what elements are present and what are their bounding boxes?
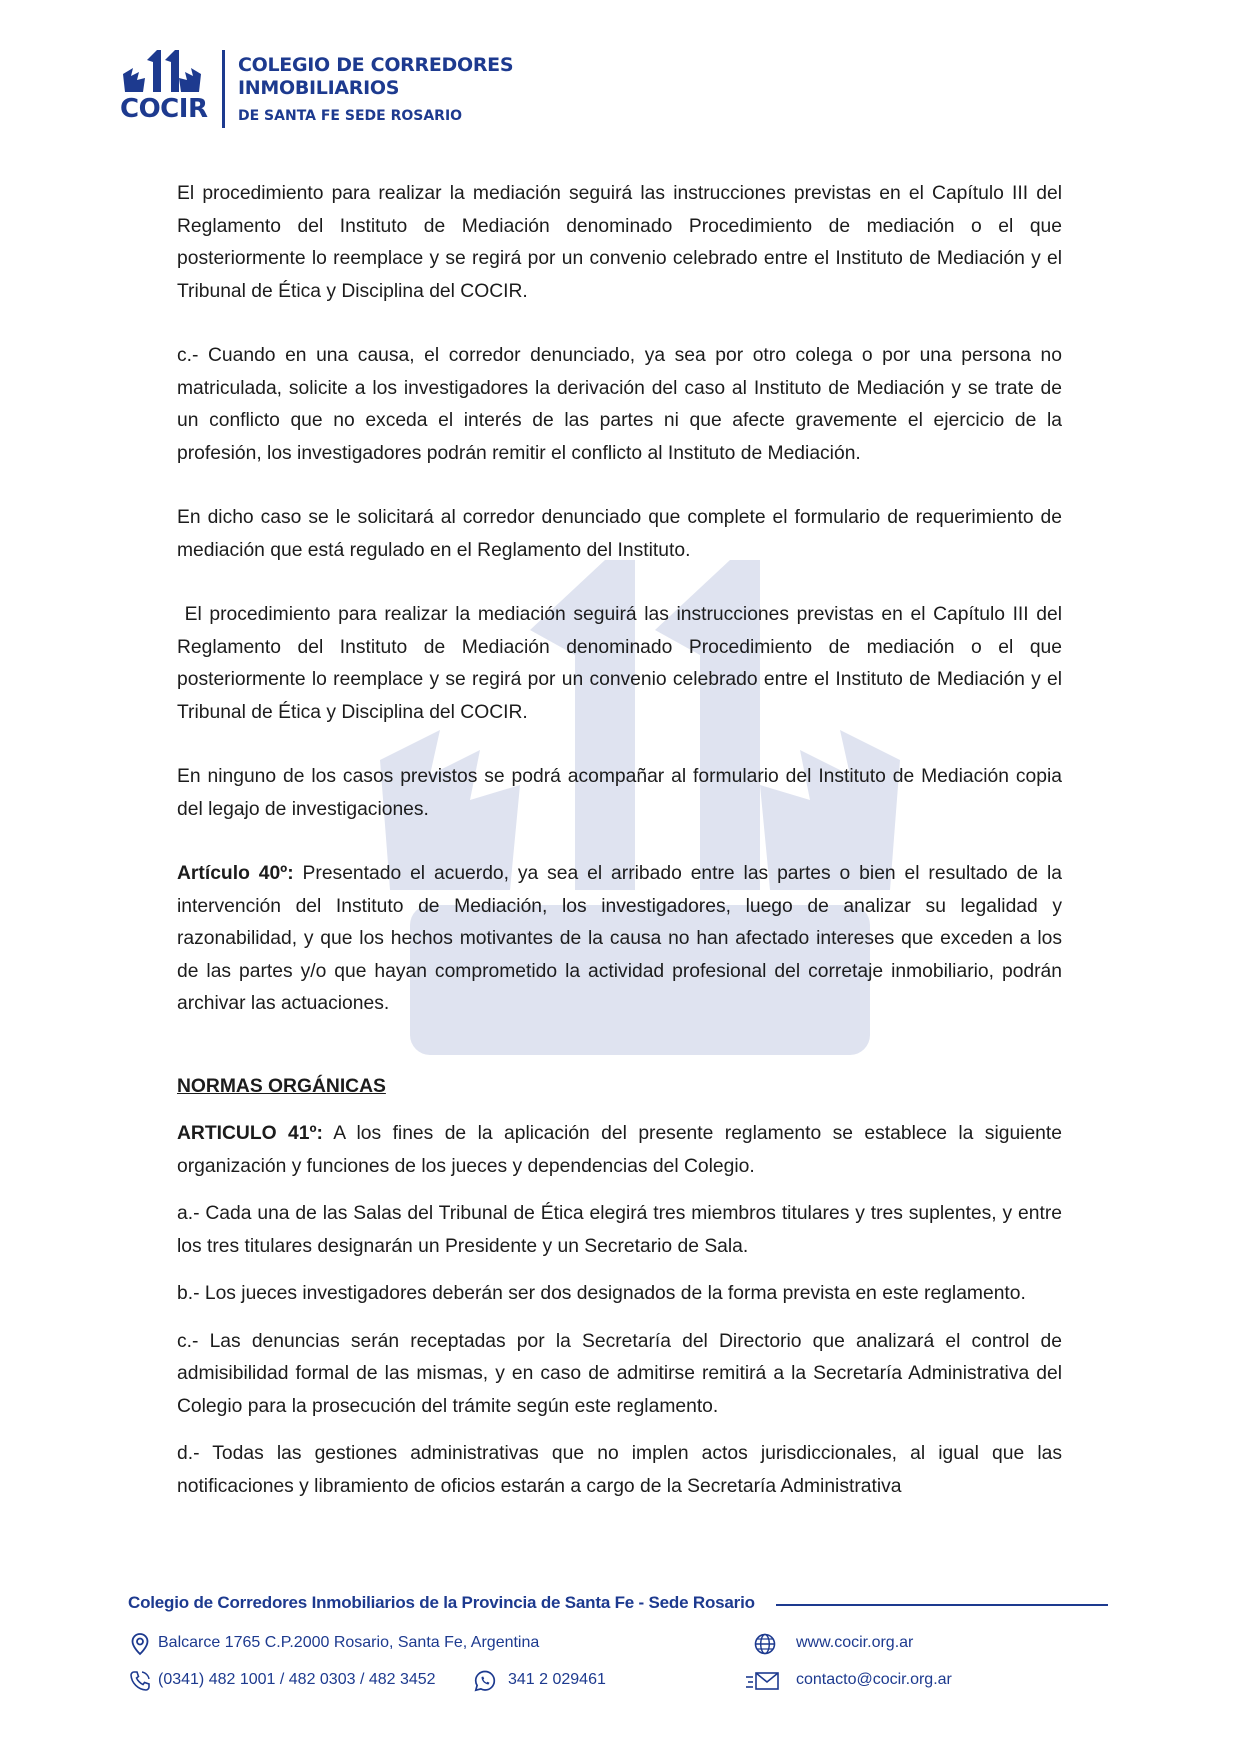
paragraph: En dicho caso se le solicitará al corredor denunciado que complete el formulario de requerimiento de mediación que está regulado en el Reglamento del Instituto. (177, 507, 1062, 561)
paragraph: c.- Cuando en una causa, el corredor denunciado, ya sea por otro colega o por una persona no matriculada, solicite a los investigadores la derivación del caso al Instituto de Mediación y se trate de un conflicto que no exceda el interés de las partes ni que afecte gravemente el ejercicio de la profesión, los investigadores podrán remitir el conflicto al Instituto de Mediación. (177, 345, 1062, 464)
section-heading: NORMAS ORGÁNICAS (177, 1075, 386, 1097)
footer-website[interactable]: www.cocir.org.ar (796, 1634, 914, 1651)
list-item: d.- Todas las gestiones administrativas que no implen actos jurisdiccionales, al igual que las notificaciones y libramiento de oficios estarán a cargo de la Secretaría Administrativa (177, 1443, 1062, 1497)
footer-divider (776, 1604, 1108, 1606)
paragraph: El procedimiento para realizar la mediación seguirá las instrucciones previstas en el Capítulo III del Reglamento del Instituto de Mediación denominado Procedimiento de mediación o el que posteriormente lo reemplace y se regirá por un convenio celebrado entre el Instituto de Mediación y el Tribunal de Ética y Disciplina del COCIR. (177, 183, 1062, 302)
phone-icon (128, 1669, 152, 1693)
article-label: Artículo 40º: (177, 863, 294, 884)
footer-title: Colegio de Corredores Inmobiliarios de la Provincia de Santa Fe - Sede Rosario (128, 1593, 755, 1612)
organization-name-line3: DE SANTA FE SEDE ROSARIO (238, 108, 463, 124)
article-40 (177, 858, 1062, 1021)
list-item: c.- Las denuncias serán receptadas por la Secretaría del Directorio que analizará el control de admisibilidad formal de las mismas, y en caso de admitirse remitirá a la Secretaría Administrativa del Colegio para la prosecución del trámite según este reglamento. (177, 1330, 1062, 1417)
paragraph: En ninguno de los casos previstos se podrá acompañar al formulario del Instituto de Mediación copia del legajo de investigaciones. (177, 766, 1062, 820)
footer-phones[interactable]: (0341) 482 1001 / 482 0303 / 482 3452 (158, 1671, 436, 1688)
footer (128, 1593, 1118, 1713)
footer-address: Balcarce 1765 C.P.2000 Rosario, Santa Fe, Argentina (158, 1634, 540, 1651)
footer-email[interactable]: contacto@cocir.org.ar (796, 1671, 952, 1688)
document-body (177, 178, 1068, 1503)
footer-whatsapp[interactable]: 341 2 029461 (508, 1671, 606, 1688)
organization-name-line2: INMOBILIARIOS (238, 77, 400, 99)
article-41 (177, 1118, 1062, 1183)
location-pin-icon (128, 1632, 152, 1656)
logo-acronym: COCIR (120, 94, 208, 124)
letterhead (117, 46, 617, 132)
article-text: A los fines de la aplicación del presente reglamento se establece la siguiente organización y funciones de los jueces y dependencias del Colegio. (177, 1123, 1062, 1177)
whatsapp-icon (473, 1669, 497, 1693)
paragraph: El procedimiento para realizar la mediación seguirá las instrucciones previstas en el Capítulo III del Reglamento del Instituto de Mediación denominado Procedimiento de mediación o el que posteriormente lo reemplace y se regirá por un convenio celebrado entre el Instituto de Mediación y el Tribunal de Ética y Disciplina del COCIR. (177, 604, 1068, 723)
mail-icon (746, 1669, 780, 1693)
article-text: Presentado el acuerdo, ya sea el arribado entre las partes o bien el resultado de la intervención del Instituto de Mediación, los investigadores, luego de analizar su legalidad y razonabilidad, y que los hechos motivantes de la causa no han afectado intereses que exceden a los de las partes y/o que hayan comprometido la actividad profesional del corretaje inmobiliario, podrán archivar las actuaciones. (177, 863, 1063, 1014)
list-item: a.- Cada una de las Salas del Tribunal de Ética elegirá tres miembros titulares y tres suplentes, y entre los tres titulares designarán un Presidente y un Secretario de Sala. (177, 1203, 1062, 1257)
logo-divider (222, 50, 225, 128)
article-label: ARTICULO 41º: (177, 1123, 323, 1144)
organization-name-line1: COLEGIO DE CORREDORES (238, 54, 514, 76)
globe-icon (753, 1632, 777, 1656)
list-item: b.- Los jueces investigadores deberán ser dos designados de la forma prevista en este reglamento. (177, 1283, 1026, 1304)
